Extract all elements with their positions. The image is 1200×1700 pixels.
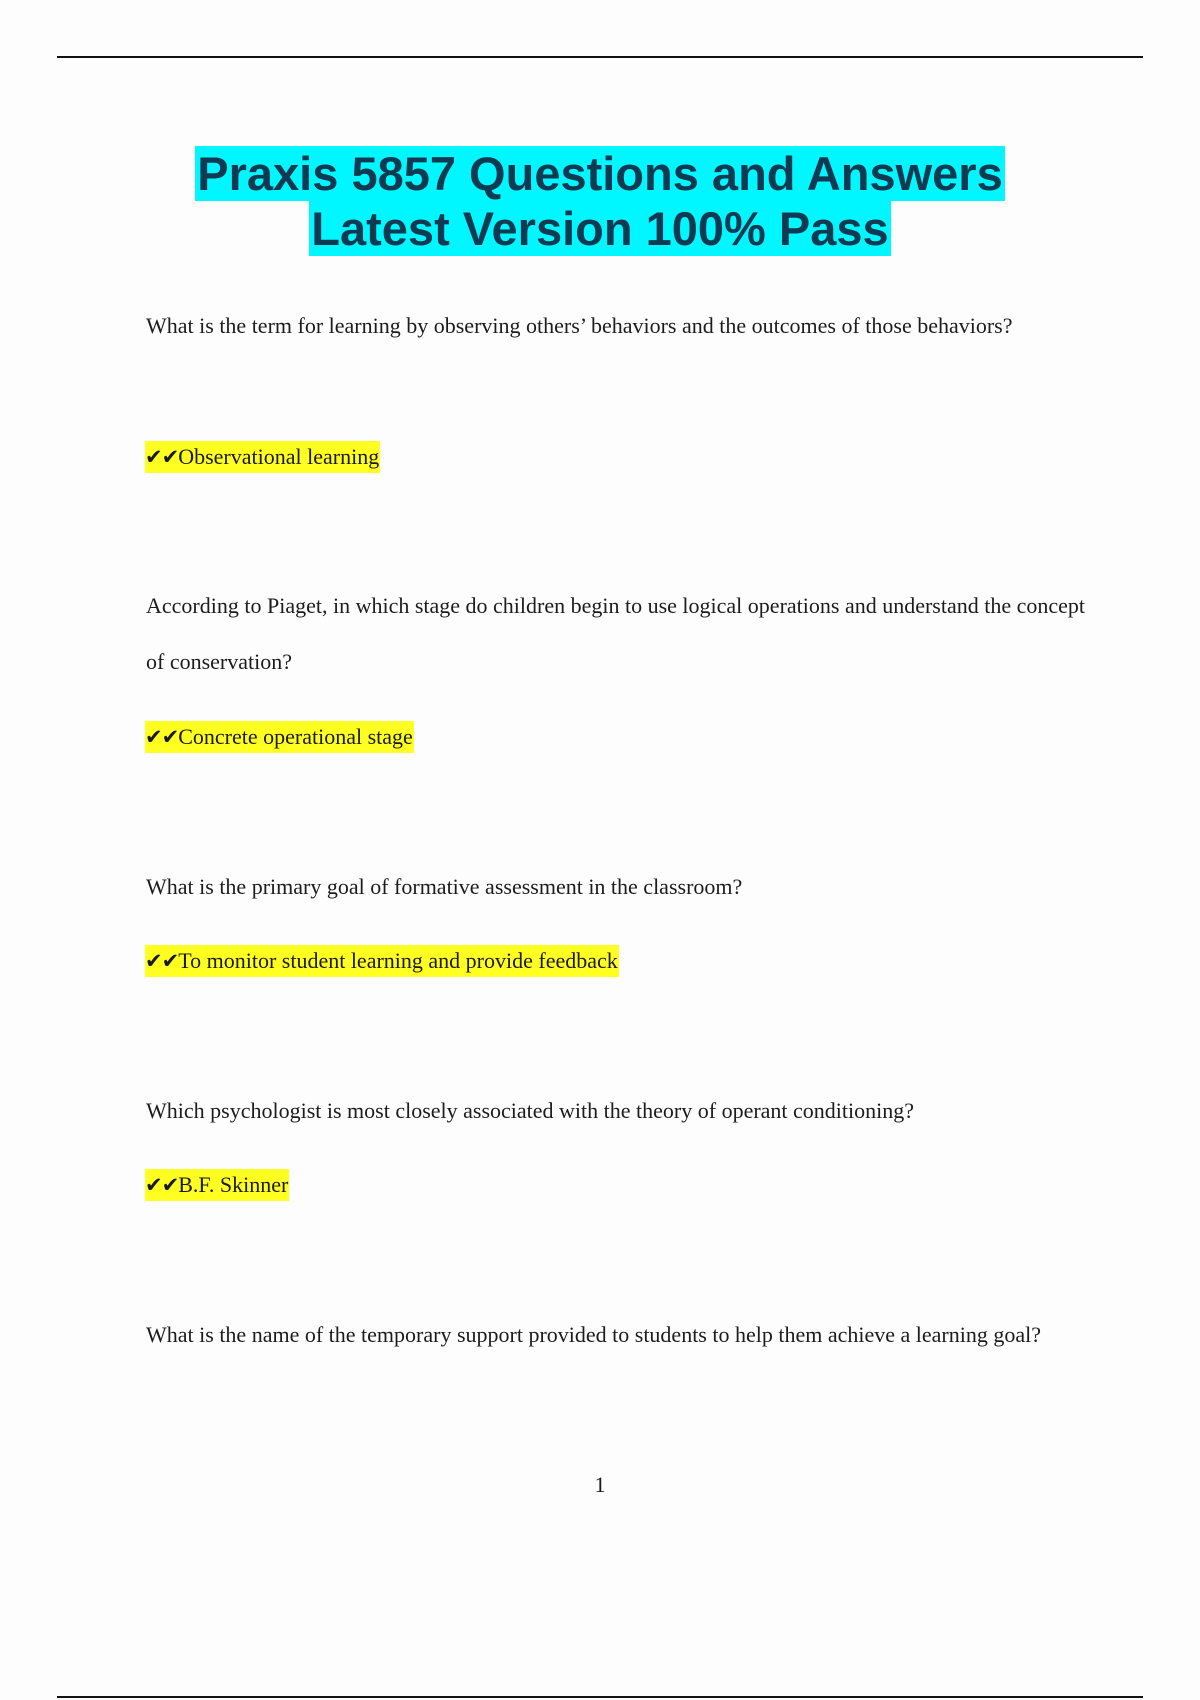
answer-1-text: Observational learning <box>178 444 380 469</box>
double-check-icon: ✔✔ <box>145 725 179 749</box>
answer-4-text: B.F. Skinner <box>178 1172 289 1197</box>
answer-3-text: To monitor student learning and provide feedback <box>178 948 618 973</box>
answer-2 <box>145 721 414 753</box>
footer-rule <box>57 1696 1143 1698</box>
answer-1 <box>145 441 380 473</box>
double-check-icon: ✔✔ <box>145 1173 179 1197</box>
question-5: What is the name of the temporary support provided to students to help them achieve a learning goal? <box>146 1322 1042 1347</box>
question-4: Which psychologist is most closely associated with the theory of operant conditioning? <box>146 1098 915 1123</box>
question-2: According to Piaget, in which stage do children begin to use logical operations and understand the concept of conservation? <box>146 593 1086 674</box>
question-3: What is the primary goal of formative assessment in the classroom? <box>146 874 743 899</box>
document-title <box>0 146 1200 256</box>
double-check-icon: ✔✔ <box>145 949 179 973</box>
double-check-icon: ✔✔ <box>145 445 179 469</box>
answer-4 <box>145 1169 289 1201</box>
title-line-1: Praxis 5857 Questions and Answers <box>197 147 1003 200</box>
answer-3 <box>145 945 619 977</box>
answer-2-text: Concrete operational stage <box>178 724 413 749</box>
page-number: 1 <box>594 1472 606 1497</box>
title-line-2: Latest Version 100% Pass <box>311 202 889 255</box>
question-1: What is the term for learning by observing others’ behaviors and the outcomes of those behaviors? <box>146 313 1013 338</box>
header-rule <box>57 56 1143 58</box>
